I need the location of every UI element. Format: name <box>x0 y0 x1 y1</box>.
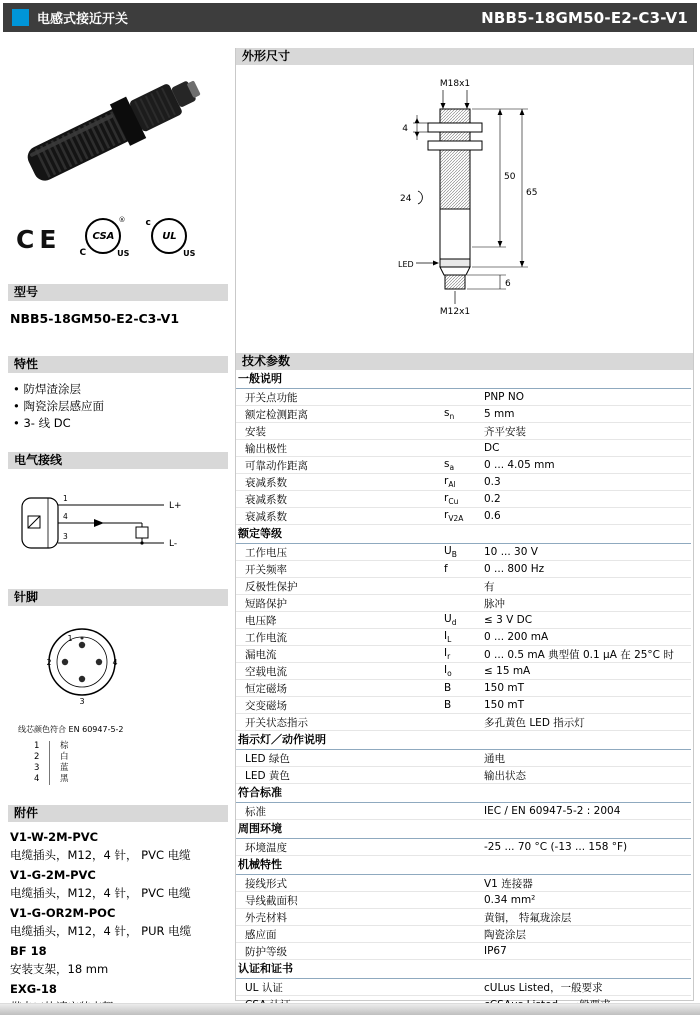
tech-row-value: 有 <box>484 580 495 593</box>
tech-row-symbol: $r_{Al}$ <box>444 474 456 490</box>
tech-row-value: 0.3 <box>484 476 501 488</box>
section-header-accessories: 附件 <box>8 805 228 822</box>
accessory-description: 电缆插头，M12，4 针， PUR 电缆 <box>10 924 192 938</box>
section-header-dimensions: 外形尺寸 <box>236 48 693 65</box>
tech-row-label: 开关频率 <box>245 563 287 576</box>
tech-row-label: 外壳材料 <box>245 911 287 924</box>
svg-text:1: 1 <box>63 494 68 503</box>
tech-row-label: 开关状态指示 <box>245 716 308 729</box>
tech-row-label: 防护等级 <box>245 945 287 958</box>
tech-row-value: 5 mm <box>484 408 515 420</box>
feature-item: • 陶瓷涂层感应面 <box>13 398 228 415</box>
tech-group-title: 指示灯／动作说明 <box>236 731 691 750</box>
core-number: 4 <box>34 774 50 785</box>
tech-row-value: 齐平安装 <box>484 425 526 438</box>
wiring-diagram-image <box>12 485 197 563</box>
tech-row-value: IEC / EN 60947-5-2 : 2004 <box>484 805 621 817</box>
accessory-description: 电缆插头，M12，4 针， PVC 电缆 <box>10 886 191 900</box>
accessory-name: BF 18 <box>10 944 47 958</box>
tech-row-value: 0.34 mm² <box>484 894 536 906</box>
tech-row-label: 标准 <box>245 805 266 818</box>
tech-row-label: UL 认证 <box>245 981 283 994</box>
tech-row-value: 0 ... 200 mA <box>484 631 549 643</box>
core-color-name: 棕 <box>60 741 69 751</box>
tech-row <box>236 440 691 457</box>
tech-row <box>236 612 691 629</box>
tech-row <box>236 909 691 926</box>
tech-row-label: 导线截面积 <box>245 894 298 907</box>
tech-row-label: 额定检测距离 <box>245 408 308 421</box>
core-color-row <box>34 763 228 774</box>
tech-row <box>236 943 691 960</box>
csa-logo-icon: CSA ® C US <box>79 216 130 258</box>
tech-row-label: 安装 <box>245 425 266 438</box>
accessory-description: 电缆插头，M12，4 针， PVC 电缆 <box>10 848 191 862</box>
tech-group-title: 额定等级 <box>236 525 691 544</box>
tech-row-label: 工作电压 <box>245 546 287 559</box>
header-bar <box>3 3 697 32</box>
tech-row-label: 恒定磁场 <box>245 682 287 695</box>
svg-text:L+: L+ <box>169 501 182 511</box>
core-color-note: 线芯颜色符合 EN 60947-5-2 <box>18 725 124 734</box>
core-color-name: 黑 <box>60 774 69 784</box>
left-column <box>8 48 228 1001</box>
tech-row <box>236 629 691 646</box>
tech-row <box>236 646 691 663</box>
tech-row-label: LED 黄色 <box>245 769 290 782</box>
ul-logo-icon: UL c US <box>145 218 196 258</box>
page-footer-bar <box>0 1003 700 1015</box>
tech-row-label: LED 绿色 <box>245 752 290 765</box>
tech-row-value: 10 ... 30 V <box>484 546 538 558</box>
tech-row-symbol: f <box>444 563 448 575</box>
svg-text:4: 4 <box>63 512 68 521</box>
section-header-tech: 技术参数 <box>236 353 693 370</box>
svg-text:2: 2 <box>46 658 52 667</box>
svg-text:6: 6 <box>504 279 511 289</box>
tech-row-value: -25 ... 70 °C (-13 ... 158 °F) <box>484 841 628 853</box>
core-color-row <box>34 752 228 763</box>
tech-row-symbol: $r_{V2A}$ <box>444 508 464 524</box>
brand-logo-icon <box>12 9 29 26</box>
core-color-row <box>34 741 228 752</box>
header-model-number: NBB5-18GM50-E2-C3-V1 <box>481 8 688 27</box>
tech-row-symbol: $I_L$ <box>444 629 452 645</box>
tech-row-label: 电压降 <box>245 614 277 627</box>
tech-group-title: 一般说明 <box>236 370 691 389</box>
svg-text:50: 50 <box>503 172 515 182</box>
tech-row-value: ≤ 3 V DC <box>484 614 533 626</box>
tech-row <box>236 544 691 561</box>
tech-row-symbol: $s_n$ <box>444 406 455 422</box>
tech-row-label: 衰减系数 <box>245 510 287 523</box>
tech-group-title: 符合标准 <box>236 784 691 803</box>
svg-text:L-: L- <box>169 539 178 549</box>
tech-row <box>236 875 691 892</box>
tech-row-label: 漏电流 <box>245 648 277 661</box>
svg-text:LED: LED <box>397 260 414 269</box>
document-title: 电感式接近开关 <box>37 12 129 27</box>
tech-row-value: cULus Listed，一般要求 <box>484 981 603 994</box>
feature-item: • 防焊渣涂层 <box>13 381 228 398</box>
wiring-diagram <box>8 469 228 589</box>
tech-row-value: 0 ... 800 Hz <box>484 563 545 575</box>
tech-row-value: 150 mT <box>484 682 525 694</box>
tech-row-symbol: $U_d$ <box>444 612 457 628</box>
tech-row-label: 可靠动作距离 <box>245 459 308 472</box>
core-color-name: 蓝 <box>60 763 69 773</box>
tech-row-label: 反极性保护 <box>245 580 298 593</box>
tech-row-label: 短路保护 <box>245 597 287 610</box>
product-photo <box>8 48 228 210</box>
tech-row-value: ≤ 15 mA <box>484 665 531 677</box>
tech-row <box>236 663 691 680</box>
tech-row <box>236 491 691 508</box>
tech-row-value: 陶瓷涂层 <box>484 928 526 941</box>
tech-row <box>236 457 691 474</box>
tech-row-symbol: $I_r$ <box>444 646 451 662</box>
accessory-name: V1-W-2M-PVC <box>10 830 99 844</box>
tech-row-symbol: B <box>444 682 452 694</box>
connector-pinout-image <box>34 616 130 710</box>
tech-row-label: 工作电流 <box>245 631 287 644</box>
section-header-wiring: 电气接线 <box>8 452 228 469</box>
tech-row-value: 黄铜， 特氟珑涂层 <box>484 911 572 924</box>
svg-text:4: 4 <box>112 658 118 667</box>
tech-row-label: 空载电流 <box>245 665 287 678</box>
tech-row-value: 通电 <box>484 752 505 765</box>
tech-row-symbol: $U_B$ <box>444 544 457 560</box>
tech-row <box>236 839 691 856</box>
feature-item: • 3- 线 DC <box>13 415 228 432</box>
tech-row-label: 交变磁场 <box>245 699 287 712</box>
core-number: 1 <box>34 741 50 752</box>
tech-row-symbol: B <box>444 699 452 711</box>
svg-text:3: 3 <box>63 532 68 541</box>
tech-row-value: PNP NO <box>484 391 524 403</box>
features-list <box>8 381 228 432</box>
tech-row-label: 感应面 <box>245 928 277 941</box>
core-color-row <box>34 774 228 785</box>
section-header-pinout: 针脚 <box>8 589 228 606</box>
section-header-model: 型号 <box>8 284 228 301</box>
tech-row-value: DC <box>484 442 500 454</box>
certification-logos <box>8 210 228 268</box>
svg-text:1: 1 <box>67 634 73 643</box>
tech-row-label: 开关点功能 <box>245 391 298 404</box>
accessory-name: V1-G-OR2M-POC <box>10 906 116 920</box>
tech-row-label: 接线形式 <box>245 877 287 890</box>
tech-row <box>236 423 691 440</box>
tech-row <box>236 697 691 714</box>
tech-row-value: IP67 <box>484 945 507 957</box>
svg-text:24: 24 <box>399 194 411 204</box>
tech-row-value: 0 ... 0.5 mA 典型值 0.1 μA 在 25°C 时 <box>484 648 674 661</box>
svg-text:M12x1: M12x1 <box>439 307 470 317</box>
section-header-features: 特性 <box>8 356 228 373</box>
tech-group-title: 机械特性 <box>236 856 691 875</box>
right-column <box>235 48 694 1001</box>
accessory-name: V1-G-2M-PVC <box>10 868 96 882</box>
tech-row-label: 输出极性 <box>245 442 287 455</box>
tech-row-symbol: $r_{Cu}$ <box>444 491 459 507</box>
tech-row <box>236 680 691 697</box>
svg-text:M18x1: M18x1 <box>439 79 470 89</box>
tech-row <box>236 578 691 595</box>
dimension-drawing-image <box>350 73 580 341</box>
pinout-diagram <box>8 606 228 716</box>
tech-group-title: 周围环境 <box>236 820 691 839</box>
accessory-description: 安装支架，18 mm <box>10 962 109 976</box>
tech-row <box>236 767 691 784</box>
tech-row-value: 0.6 <box>484 510 501 522</box>
model-number: NBB5-18GM50-E2-C3-V1 <box>10 311 180 326</box>
tech-row <box>236 714 691 731</box>
tech-row-value: 150 mT <box>484 699 525 711</box>
tech-row <box>236 561 691 578</box>
core-color-table <box>34 741 228 785</box>
tech-row-label: 衰减系数 <box>245 493 287 506</box>
tech-parameters-table <box>236 370 693 1013</box>
tech-row-label: 衰减系数 <box>245 476 287 489</box>
tech-row <box>236 892 691 909</box>
tech-row-value: 0.2 <box>484 493 501 505</box>
sensor-photo-image <box>8 48 218 206</box>
svg-text:4: 4 <box>401 124 408 134</box>
tech-row <box>236 508 691 525</box>
tech-row <box>236 474 691 491</box>
svg-text:65: 65 <box>525 188 537 198</box>
ce-mark-icon: CE <box>16 224 62 254</box>
dimension-drawing <box>236 65 693 353</box>
tech-row <box>236 406 691 423</box>
tech-row-value: 输出状态 <box>484 769 526 782</box>
tech-row <box>236 979 691 996</box>
tech-row-value: 多孔黄色 LED 指示灯 <box>484 716 585 729</box>
tech-row-value: V1 连接器 <box>484 877 533 890</box>
tech-row <box>236 803 691 820</box>
tech-group-title: 认证和证书 <box>236 960 691 979</box>
accessory-name: EXG-18 <box>10 982 57 996</box>
tech-row <box>236 595 691 612</box>
accessories-list <box>8 822 228 1015</box>
tech-row <box>236 389 691 406</box>
tech-row-symbol: $I_o$ <box>444 663 452 679</box>
tech-row <box>236 926 691 943</box>
tech-row-label: 环境温度 <box>245 841 287 854</box>
content-area <box>8 48 694 1001</box>
tech-row <box>236 750 691 767</box>
core-number: 3 <box>34 763 50 774</box>
core-number: 2 <box>34 752 50 763</box>
tech-row-value: 脉冲 <box>484 597 505 610</box>
svg-text:3: 3 <box>79 697 85 706</box>
tech-row-symbol: $s_a$ <box>444 457 455 473</box>
core-color-name: 白 <box>60 752 69 762</box>
tech-row-value: 0 ... 4.05 mm <box>484 459 555 471</box>
